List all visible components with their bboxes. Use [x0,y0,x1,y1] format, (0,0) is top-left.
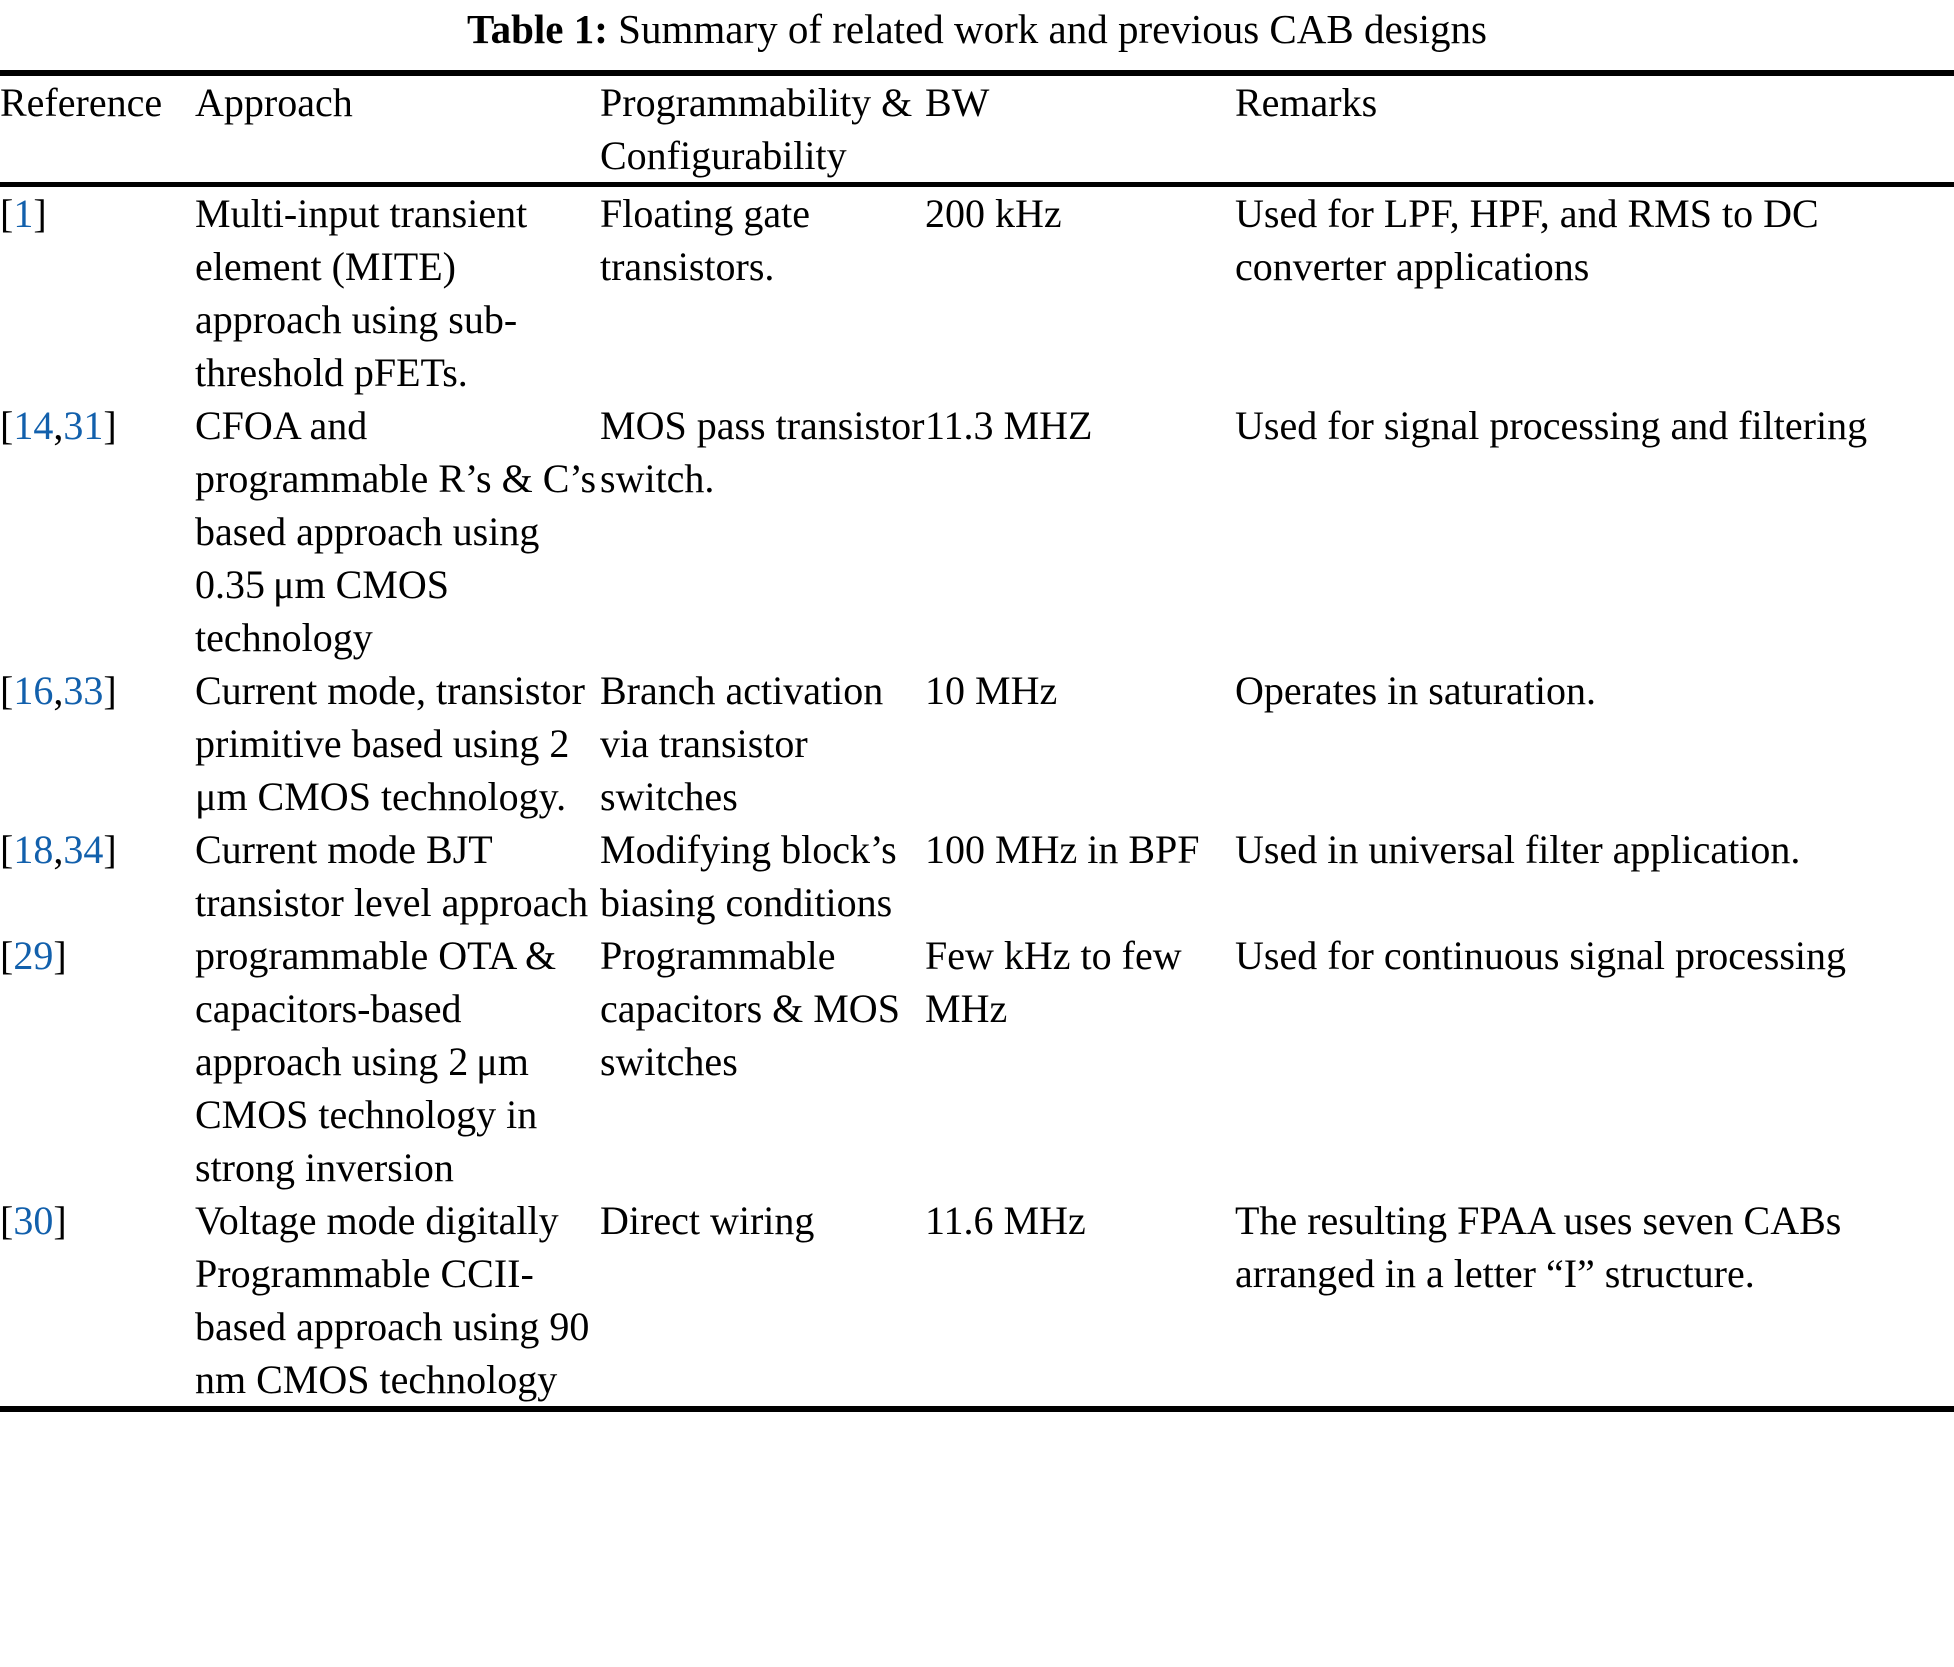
cell-remarks: Used for continuous signal processing [1235,933,1847,978]
cell-remarks: Used in universal filter application. [1235,827,1801,872]
bracket-close: ] [53,1198,67,1243]
cell-approach: CFOA and programmable R’s & C’s based approach using 0.35 μm CMOS technology [195,403,597,660]
cell-programmability: Modifying block’s biasing conditions [600,827,897,925]
column-header-approach: Approach [195,80,353,125]
summary-table-body [0,187,1954,1406]
cell-approach: Voltage mode digitally Programmable CCII-based approach using 90 nm CMOS technology [195,1198,598,1402]
reference-separator: , [53,668,64,713]
reference-separator: , [53,403,64,448]
reference-link[interactable]: 31 [63,403,104,448]
reference-link[interactable]: 33 [63,668,104,713]
bracket-open: [ [0,668,14,713]
bracket-open: [ [0,191,14,236]
table-row [0,399,1954,664]
cell-bw: Few kHz to few MHz [925,933,1182,1031]
reference-separator: , [53,827,64,872]
column-header-reference: Reference [0,80,163,125]
caption-label: Table 1: [467,6,608,52]
table-row [0,929,1954,1194]
bracket-close: ] [33,191,47,236]
cell-approach: Current mode BJT transistor level approach [195,827,589,925]
cell-programmability: Floating gate transistors. [600,191,810,289]
table-row [0,664,1954,823]
table-row [0,1194,1954,1406]
header-row [0,76,1954,182]
column-header-programmability [600,76,925,182]
column-header-remarks: Remarks [1235,80,1378,125]
table-body [0,187,1954,1406]
bracket-open: [ [0,827,14,872]
cell-bw: 11.3 MHZ [925,403,1093,448]
cell-remarks: Operates in saturation. [1235,668,1596,713]
cell-reference [0,823,195,929]
reference-link[interactable]: 34 [63,827,104,872]
cell-programmability: MOS pass transistor switch. [600,403,925,501]
cell-reference [0,929,195,1194]
bracket-close: ] [53,933,67,978]
cell-bw: 100 MHz in BPF [925,827,1200,872]
cell-programmability: Branch activation via transistor switches [600,668,884,819]
table-row [0,187,1954,399]
table-caption [0,0,1954,54]
cell-reference [0,664,195,823]
table-rule-bottom [0,1406,1954,1412]
cell-reference [0,399,195,664]
cell-remarks: Used for LPF, HPF, and RMS to DC converter applications [1235,191,1819,289]
cell-remarks: Used for signal processing and filtering [1235,403,1868,448]
table-header [0,76,1954,182]
bracket-close: ] [103,668,117,713]
cell-approach: Current mode, transistor primitive based using 2 μm CMOS technology. [195,668,585,819]
caption-text: Summary of related work and previous CAB designs [618,6,1487,52]
reference-link[interactable]: 18 [13,827,54,872]
bracket-close: ] [103,827,117,872]
cell-bw: 10 MHz [925,668,1058,713]
bracket-close: ] [103,403,117,448]
summary-table [0,76,1954,182]
reference-link[interactable]: 14 [13,403,54,448]
cell-reference [0,187,195,399]
bracket-open: [ [0,933,14,978]
cell-bw: 11.6 MHz [925,1198,1086,1243]
cell-remarks: The resulting FPAA uses seven CABs arranged in a letter “I” structure. [1235,1198,1842,1296]
column-header-programmability-line2: Configurability [600,133,847,178]
cell-programmability: Direct wiring [600,1198,815,1243]
bracket-open: [ [0,1198,14,1243]
reference-link[interactable]: 29 [13,933,54,978]
table-row [0,823,1954,929]
cell-approach: Multi-input transient element (MITE) approach using sub-threshold pFETs. [195,191,528,395]
column-header-programmability-line1: Programmability & [600,80,913,125]
cell-approach: programmable OTA & capacitors-based approach using 2 μm CMOS technology in strong inversion [195,933,557,1190]
cell-reference [0,1194,195,1406]
reference-link[interactable]: 30 [13,1198,54,1243]
reference-link[interactable]: 16 [13,668,54,713]
reference-link[interactable]: 1 [13,191,34,236]
column-header-bw: BW [925,80,990,125]
cell-bw: 200 kHz [925,191,1062,236]
cell-programmability: Programmable capacitors & MOS switches [600,933,900,1084]
bracket-open: [ [0,403,14,448]
